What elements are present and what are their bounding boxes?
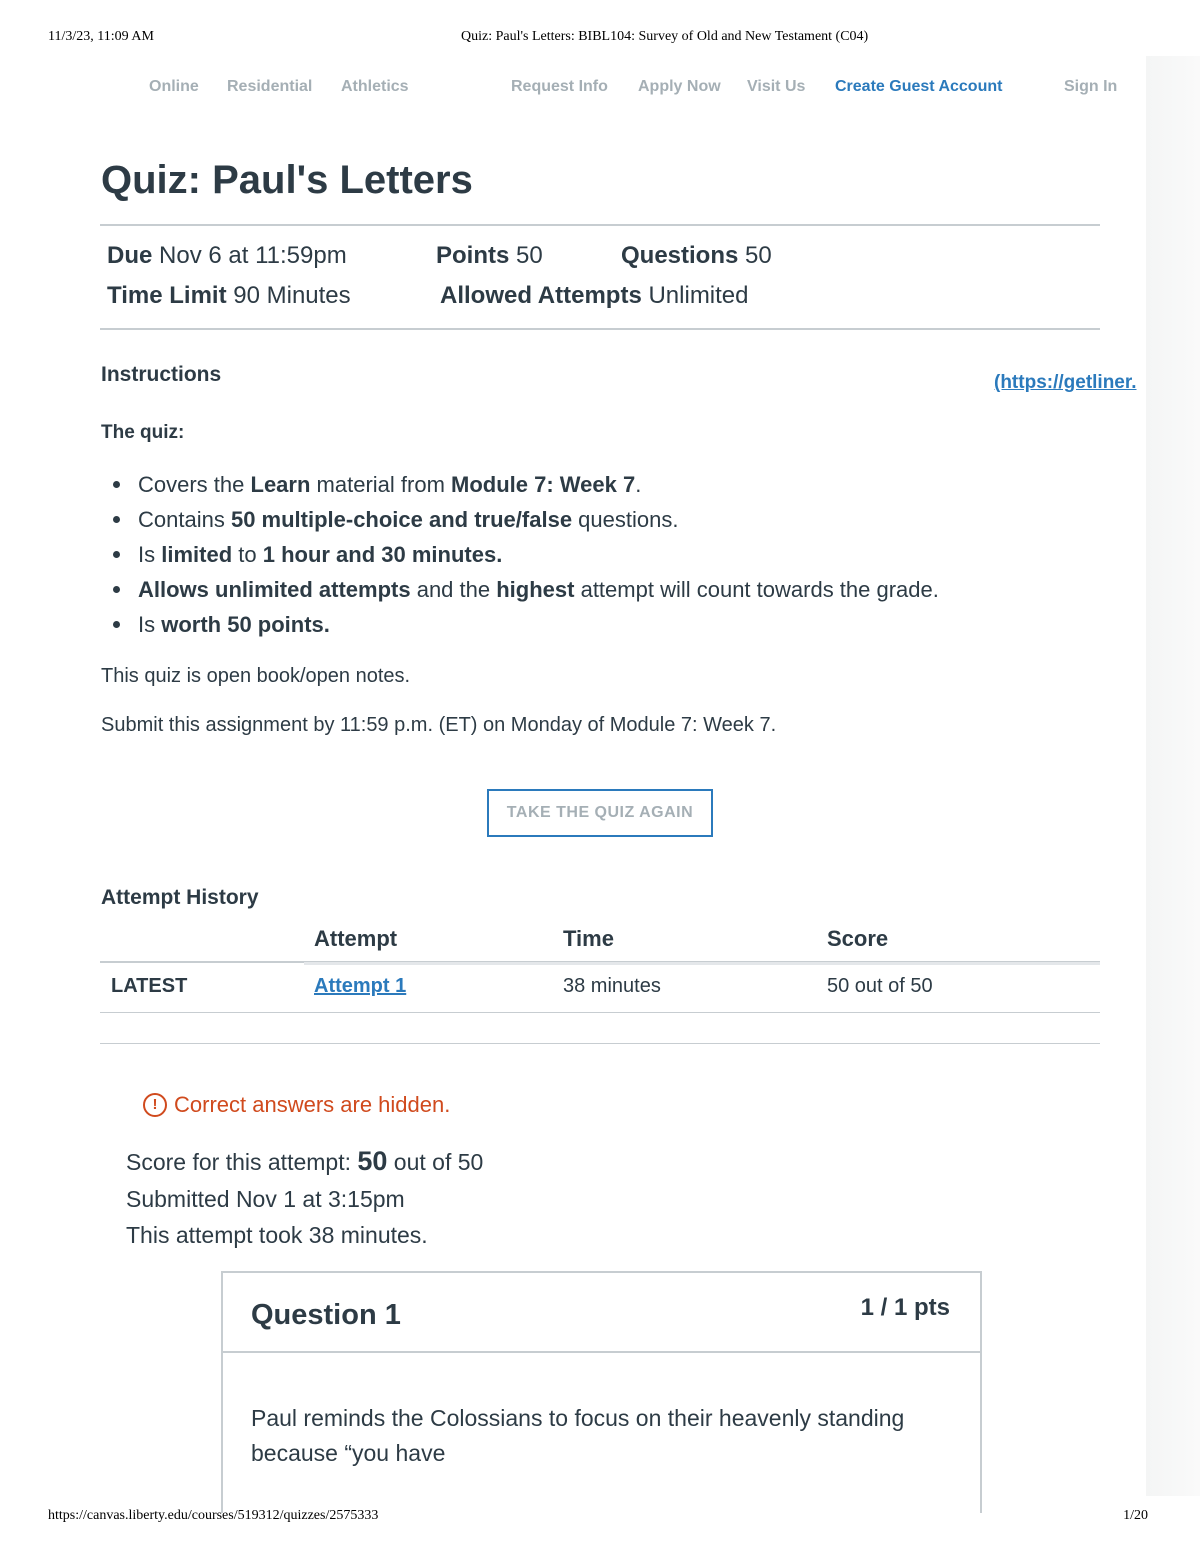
top-navigation: [0, 78, 1140, 100]
external-link[interactable]: (https://getliner.: [994, 372, 1137, 393]
column-header-score: Score: [827, 926, 889, 951]
print-footer-page: 1/20: [1123, 1508, 1148, 1523]
section-divider: [100, 1043, 1100, 1044]
nav-link-online[interactable]: Online: [149, 78, 199, 95]
due-date: Due Nov 6 at 11:59pm: [107, 242, 347, 269]
nav-link-apply-now[interactable]: Apply Now: [638, 78, 721, 95]
instructions-heading: Instructions: [101, 363, 222, 386]
submit-note: Submit this assignment by 11:59 p.m. (ET) on Monday of Module 7: Week 7.: [101, 714, 777, 736]
page-title: Quiz: Paul's Letters: [101, 158, 473, 202]
print-header-datetime: 11/3/23, 11:09 AM: [48, 29, 154, 44]
take-quiz-again-button[interactable]: TAKE THE QUIZ AGAIN: [487, 789, 713, 837]
column-header-attempt: Attempt: [314, 926, 398, 951]
allowed-attempts: Allowed Attempts Unlimited: [440, 282, 749, 309]
list-item: Contains 50 multiple-choice and true/false questions.: [110, 507, 939, 542]
print-header-title: Quiz: Paul's Letters: BIBL104: Survey of Old and New Testament (C04): [461, 29, 869, 44]
nav-link-request-info[interactable]: Request Info: [511, 78, 608, 95]
question-header: [223, 1273, 980, 1353]
table-row: [304, 962, 1100, 1017]
question-title: Question 1: [251, 1299, 401, 1331]
instructions-list: [110, 472, 939, 647]
attempt-time: 38 minutes: [563, 975, 661, 997]
nav-link-sign-in[interactable]: Sign In: [1064, 78, 1118, 95]
question-card: [221, 1271, 982, 1513]
attempt-score-summary: Score for this attempt: 50 out of 50: [126, 1146, 484, 1176]
warning-icon: !: [143, 1093, 167, 1117]
time-limit: Time Limit 90 Minutes: [107, 282, 351, 309]
column-header-time: Time: [563, 926, 614, 951]
list-item: Is worth 50 points.: [110, 612, 939, 647]
question-text: Paul reminds the Colossians to focus on their heavenly standing because “you have: [251, 1405, 905, 1466]
attempt-label-latest: LATEST: [111, 975, 188, 997]
questions-count: Questions 50: [621, 242, 772, 269]
open-book-note: This quiz is open book/open notes.: [101, 665, 411, 687]
submitted-date: Submitted Nov 1 at 3:15pm: [126, 1186, 405, 1212]
list-item: Covers the Learn material from Module 7: Week 7.: [110, 472, 939, 507]
quiz-label: The quiz:: [101, 422, 185, 443]
list-item: Is limited to 1 hour and 30 minutes.: [110, 542, 939, 577]
attempt-1-link[interactable]: Attempt 1: [314, 975, 407, 997]
nav-link-visit-us[interactable]: Visit Us: [747, 78, 806, 95]
nav-link-residential[interactable]: Residential: [227, 78, 313, 95]
attempt-score: 50 out of 50: [827, 975, 933, 997]
meta-divider: [100, 328, 1100, 330]
attempt-duration: This attempt took 38 minutes.: [126, 1222, 428, 1248]
title-divider: [100, 224, 1100, 226]
question-points: 1 / 1 pts: [860, 1294, 950, 1321]
table-bottom-divider: [100, 1012, 1100, 1013]
page-scrollbar[interactable]: [1146, 56, 1200, 1496]
nav-link-athletics[interactable]: Athletics: [341, 78, 409, 95]
attempt-history-heading: Attempt History: [101, 886, 259, 909]
correct-answers-hidden-alert: ! Correct answers are hidden.: [143, 1092, 450, 1118]
nav-link-create-guest-account[interactable]: Create Guest Account: [835, 78, 1003, 95]
print-footer-url: https://canvas.liberty.edu/courses/519312/quizzes/2575333: [48, 1508, 379, 1523]
points: Points 50: [436, 242, 543, 269]
list-item: Allows unlimited attempts and the highest attempt will count towards the grade.: [110, 577, 939, 612]
